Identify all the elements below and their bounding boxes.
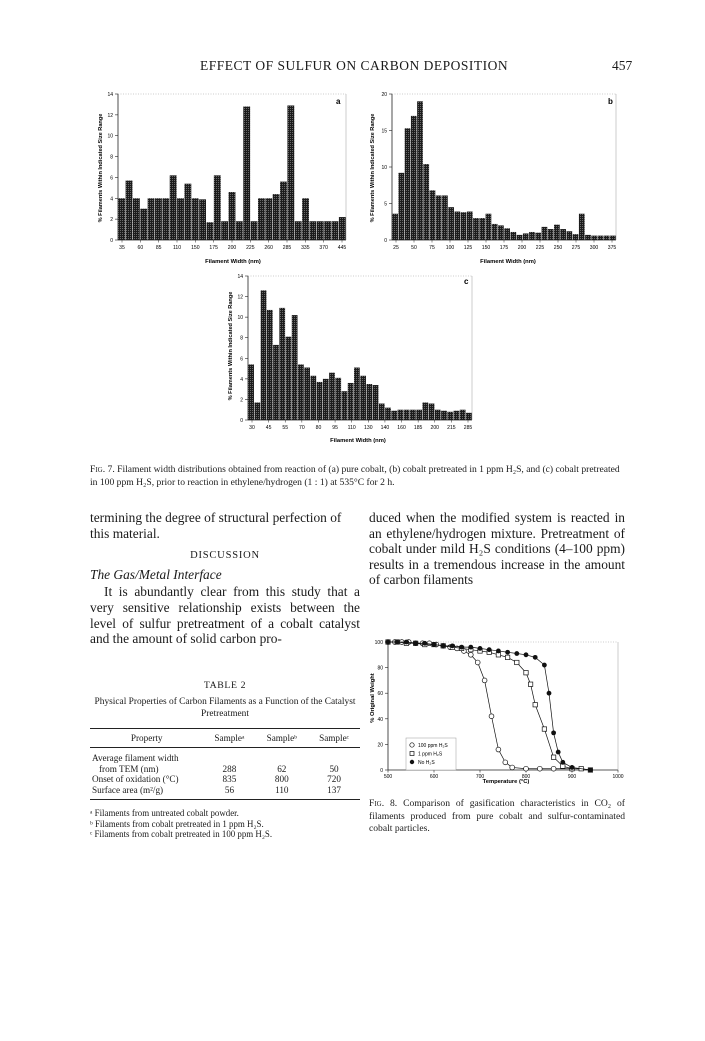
data-point-filled-circle [560, 760, 565, 765]
x-tick-label: 80 [315, 425, 322, 431]
fig7-panel-b-chart [358, 80, 630, 270]
fig7-caption-text: Filament width distributions obtained from reaction of (a) pure cobalt, (b) cobalt pretreated in 1 ppm H₂S, and (c) cobalt pretreated in 100 ppm H₂S, prior to reaction in ethylene/hydrogen (1 : 1) at 535°C for 2 h. [90, 464, 620, 488]
data-point-open-square [528, 682, 532, 686]
histogram-bar [610, 236, 616, 240]
histogram-bar [310, 376, 316, 420]
running-title: EFFECT OF SULFUR ON CARBON DEPOSITION [200, 58, 509, 73]
properties-table [90, 728, 360, 800]
right-paragraph-1: duced when the modified system is reacted in an ethylene/hydrogen mixture. Pretreatment of cobalt under mild H₂S conditions (4–100 ppm) results in a tremendous increase in the amount of carbon filaments [369, 510, 625, 588]
data-point-open-square [515, 660, 519, 664]
histogram-bar [492, 224, 498, 240]
x-tick-label: 200 [227, 245, 237, 251]
data-point-open-square [524, 671, 528, 675]
fig8-caption-text: Comparison of gasification characteristics in CO₂ of filaments produced from pure cobalt and sulfur-contaminated cobalt particles. [369, 798, 626, 834]
histogram-bar [354, 368, 360, 420]
cell-label: Average filament width [92, 753, 179, 763]
x-tick-label: 250 [553, 245, 563, 251]
histogram-bar [554, 225, 560, 240]
x-tick-label: 55 [282, 425, 289, 431]
data-point-filled-circle [570, 765, 575, 770]
y-tick-label: 15 [381, 128, 387, 135]
histogram-bar [324, 221, 331, 240]
y-tick-label: 12 [237, 294, 243, 301]
fig8-caption-label: Fig. 8. [369, 798, 398, 809]
legend-entry-1ppm: 1 ppm H₂S [418, 751, 443, 758]
x-tick-label: 25 [393, 245, 399, 251]
histogram-bar [258, 198, 265, 240]
data-point-filled-circle [441, 643, 446, 648]
x-tick-label: 375 [607, 245, 617, 251]
histogram-bar [184, 184, 191, 240]
histogram-bar [207, 222, 214, 240]
histogram-bar [140, 209, 147, 240]
header-sample-b: Sampleᵇ [256, 729, 309, 748]
x-tick-label: 600 [429, 774, 439, 780]
histogram-bar [317, 382, 323, 420]
histogram-bar [442, 195, 448, 240]
fig8-chart [366, 630, 628, 790]
y-tick-label: 20 [381, 92, 387, 98]
y-tick-label: 0 [380, 768, 383, 774]
histogram-bar [548, 229, 554, 240]
data-point-filled-circle [432, 642, 437, 647]
histogram-bar [423, 164, 429, 240]
histogram-bar [243, 107, 250, 240]
histogram-bar [529, 232, 535, 240]
x-tick-label: 30 [249, 425, 255, 431]
data-point-filled-circle [505, 650, 510, 655]
histogram-bar [229, 192, 236, 240]
histogram-bar [254, 403, 260, 420]
histogram-bar [126, 181, 133, 240]
x-tick-label: 60 [137, 245, 144, 251]
y-tick-label: 0 [110, 238, 113, 244]
histogram-bar [566, 231, 572, 240]
fig8-caption [369, 798, 625, 836]
y-tick-label: 2 [240, 397, 243, 404]
data-point-filled-circle [487, 647, 492, 652]
histogram-bar [441, 411, 447, 420]
x-tick-label: 1000 [612, 774, 624, 780]
data-point-open-circle [551, 766, 556, 771]
header-sample-a: Sampleᵃ [203, 729, 255, 748]
histogram-bar [542, 227, 548, 240]
data-point-open-square [542, 727, 546, 731]
y-tick-label: 10 [381, 165, 387, 171]
histogram-bar [265, 198, 272, 240]
data-point-filled-circle [588, 768, 593, 773]
x-tick-label: 35 [119, 245, 125, 251]
histogram-bar [309, 221, 316, 240]
footnote-b: ᵇ Filaments from cobalt pretreated in 1 ppm H₂S. [90, 818, 264, 829]
x-tick-label: 700 [475, 774, 485, 780]
histogram-bar [410, 410, 416, 420]
data-point-filled-circle [413, 641, 418, 646]
histogram-bar [461, 212, 467, 240]
histogram-bar [486, 214, 492, 240]
data-point-filled-circle [551, 730, 556, 735]
fig8-legend [406, 738, 456, 770]
legend-entry-100ppm: 100 ppm H₂S [418, 743, 448, 749]
left-paragraph-2: It is abundantly clear from this study that a very sensitive relationship exists between the level of sulfur pretreatment of a cobalt catalyst and the amount of solid carbon pro- [90, 584, 360, 647]
table-label: TABLE 2 [203, 680, 247, 691]
histogram-bar [391, 411, 397, 420]
histogram-bar [360, 376, 366, 420]
fig7-caption-label: Fig. 7. [90, 464, 115, 475]
data-point-filled-circle [524, 652, 529, 657]
histogram-bar [236, 221, 243, 240]
data-point-filled-circle [542, 663, 547, 668]
data-point-filled-circle [395, 640, 400, 645]
histogram-bar [479, 218, 485, 240]
y-tick-label: 0 [384, 238, 387, 244]
subsection-heading: The Gas/Metal Interface [90, 566, 222, 582]
y-tick-label: 12 [107, 112, 113, 119]
histogram-bar [280, 182, 287, 240]
cell-value: 800 [274, 774, 289, 784]
histogram-bar [329, 373, 335, 420]
data-point-open-circle [482, 678, 487, 683]
fig7-caption [90, 464, 625, 489]
data-point-filled-circle [404, 640, 409, 645]
cell-label: from TEM (nm) [99, 763, 159, 774]
data-point-open-circle [537, 766, 542, 771]
data-point-filled-circle [533, 655, 538, 660]
x-tick-label: 225 [246, 245, 255, 251]
histogram-bar [398, 173, 404, 240]
histogram-bar [295, 221, 302, 240]
x-tick-label: 900 [567, 774, 577, 780]
histogram-bar [302, 198, 309, 240]
x-tick-label: 110 [347, 425, 356, 431]
running-header [0, 58, 705, 78]
histogram-bar [460, 410, 466, 420]
y-tick-label: 0 [240, 418, 243, 424]
histogram-bar [447, 412, 453, 420]
x-tick-label: 225 [535, 245, 545, 251]
x-tick-label: 285 [282, 245, 292, 251]
fig8-x-axis-label: Temperature (°C) [482, 779, 530, 785]
histogram-bar [429, 404, 435, 420]
x-tick-label: 140 [380, 425, 390, 431]
footnote-a: ᵃ Filaments from untreated cobalt powder. [90, 808, 239, 818]
data-point-filled-circle [459, 645, 464, 650]
histogram-bar [404, 410, 410, 420]
discussion-heading: DISCUSSION [190, 550, 260, 562]
x-tick-label: 175 [209, 245, 218, 251]
cell-value: 50 [329, 763, 339, 774]
legend-marker-filled-circle [410, 760, 414, 764]
x-tick-label: 370 [319, 245, 328, 251]
histogram-bar [148, 198, 155, 240]
histogram-bar [221, 221, 228, 240]
histogram-bar [604, 236, 610, 240]
x-tick-label: 500 [383, 774, 393, 780]
x-tick-label: 130 [364, 425, 373, 431]
histogram-bar [273, 345, 279, 420]
y-tick-label: 6 [110, 175, 113, 182]
y-axis-label-b: % Filaments Within Indicated Size Range [370, 113, 376, 223]
histogram-bar [430, 190, 436, 240]
data-point-filled-circle [422, 641, 427, 646]
histogram-bar [298, 364, 304, 420]
cell-value: 56 [224, 784, 235, 795]
cell-value: 137 [327, 784, 341, 795]
legend-marker-open-square [410, 752, 414, 756]
histogram-bar [392, 214, 398, 240]
data-point-filled-circle [514, 651, 519, 656]
x-tick-label: 215 [447, 425, 456, 431]
data-point-open-circle [475, 660, 480, 665]
x-tick-label: 200 [430, 425, 440, 431]
histogram-bar [585, 235, 591, 240]
y-tick-label: 2 [110, 217, 113, 224]
right-column [369, 510, 625, 588]
x-tick-label: 70 [299, 425, 305, 431]
histogram-bar [411, 116, 417, 240]
data-point-open-circle [468, 652, 473, 657]
y-tick-label: 5 [384, 201, 387, 208]
y-tick-label: 10 [107, 133, 113, 140]
x-tick-label: 95 [332, 425, 338, 431]
x-tick-label: 275 [571, 245, 581, 251]
y-tick-label: 10 [237, 315, 243, 322]
left-column [90, 510, 360, 647]
table-row [90, 785, 360, 800]
data-point-filled-circle [386, 640, 391, 645]
data-point-filled-circle [556, 750, 561, 755]
histogram-bar [118, 198, 125, 240]
x-tick-label: 175 [499, 245, 509, 251]
x-tick-label: 85 [155, 245, 162, 251]
cell-value: 835 [222, 774, 237, 784]
x-tick-label: 45 [265, 425, 272, 431]
x-tick-label: 160 [397, 425, 406, 431]
histogram-bar [317, 221, 324, 240]
histogram-bar [504, 228, 510, 240]
histogram-bar [332, 221, 339, 240]
histogram-bar [398, 410, 404, 420]
histogram-bar [177, 198, 184, 240]
y-axis-label-c: % Filaments Within Indicated Size Range [228, 291, 234, 401]
data-point-open-square [505, 655, 509, 659]
table-footnotes [90, 808, 360, 840]
histogram-bar [435, 410, 441, 420]
histogram-bar [416, 410, 422, 420]
x-tick-label: 300 [589, 245, 599, 251]
data-point-open-circle [427, 641, 432, 646]
histogram-bar [579, 214, 585, 240]
histogram-bar [591, 236, 597, 240]
histogram-bar [251, 221, 258, 240]
data-point-open-circle [524, 766, 529, 771]
histogram-bar [261, 290, 267, 420]
cell-value: 110 [275, 784, 289, 795]
x-tick-label: 110 [172, 245, 182, 251]
histogram-bar [155, 198, 162, 240]
histogram-bar [467, 212, 473, 240]
histogram-bar [473, 218, 479, 240]
histogram-bar [498, 225, 504, 240]
histogram-bar [323, 379, 329, 420]
y-tick-label: 40 [377, 716, 383, 723]
x-tick-label: 260 [264, 245, 273, 251]
histogram-bar [339, 217, 346, 240]
histogram-bar [379, 404, 385, 420]
x-tick-label: 75 [429, 245, 435, 251]
histogram-bar [510, 232, 516, 240]
data-point-open-circle [496, 747, 501, 752]
x-tick-label: 100 [445, 245, 455, 251]
panel-label-b: b [608, 97, 613, 106]
x-tick-label: 185 [413, 425, 423, 431]
histogram-bar [373, 385, 379, 420]
data-point-open-square [533, 703, 537, 707]
x-tick-label: 800 [521, 774, 531, 780]
cell-label: Onset of oxidation (°C) [92, 774, 179, 784]
data-point-open-circle [489, 714, 494, 719]
histogram-bar [192, 198, 199, 240]
x-tick-label: 445 [337, 245, 347, 251]
histogram-bar [422, 403, 428, 420]
histogram-bar [385, 408, 391, 420]
data-point-open-square [551, 755, 555, 759]
histogram-bar [366, 384, 372, 420]
table-caption: Physical Properties of Carbon Filaments as a Function of the Catalyst Pretreatment [94, 697, 356, 719]
cell-value: 720 [327, 774, 341, 784]
histogram-bar [279, 308, 285, 420]
data-point-filled-circle [450, 643, 455, 648]
histogram-bar [466, 413, 472, 420]
histogram-bar [436, 195, 442, 240]
data-point-filled-circle [547, 691, 552, 696]
histogram-bar [286, 337, 292, 420]
fig8-y-axis-label: % Original Weight [370, 673, 376, 723]
y-tick-label: 14 [237, 274, 243, 280]
table-2 [90, 680, 360, 840]
y-axis-label-a: % Filaments Within Indicated Size Range [98, 113, 104, 223]
x-tick-label: 335 [301, 245, 310, 251]
histogram-bar [448, 207, 454, 240]
data-point-filled-circle [496, 649, 501, 654]
data-point-open-circle [510, 765, 515, 770]
y-tick-label: 8 [240, 335, 243, 342]
histogram-bar [273, 194, 280, 240]
footnote-c: ᶜ Filaments from cobalt pretreated in 100 ppm H₂S. [90, 829, 273, 839]
x-tick-label: 125 [463, 245, 473, 251]
histogram-bar [417, 101, 423, 240]
y-tick-label: 6 [240, 356, 243, 363]
table-row [90, 774, 360, 785]
histogram-bar [454, 411, 460, 420]
table-row [90, 764, 360, 775]
cell-value: 288 [222, 763, 237, 774]
histogram-bar [517, 235, 523, 240]
data-point-open-circle [503, 760, 508, 765]
histogram-bar [523, 233, 529, 240]
cell-value: 62 [277, 763, 287, 774]
table-row [90, 748, 360, 764]
cell-label: Surface area (m²/g) [92, 784, 164, 795]
fig7-panel-a-chart [88, 80, 360, 270]
histogram-bar [267, 310, 273, 420]
legend-entry-no-h2s: No H₂S [418, 760, 435, 766]
panel-label-c: c [464, 277, 469, 286]
x-tick-label: 50 [411, 245, 417, 251]
y-tick-label: 8 [110, 154, 113, 161]
left-paragraph-1: termining the degree of structural perfection of this material. [90, 510, 342, 541]
histogram-bar [535, 233, 541, 240]
x-axis-label-c: Filament Width (nm) [330, 438, 386, 444]
histogram-bar [342, 391, 348, 420]
histogram-bar [335, 378, 341, 420]
panel-label-a: a [336, 97, 341, 106]
histogram-bar [248, 364, 254, 420]
header-sample-c: Sampleᶜ [308, 729, 360, 748]
histogram-bar [170, 175, 177, 240]
data-point-filled-circle [468, 645, 473, 650]
x-tick-label: 200 [517, 245, 527, 251]
fig7-panel-c-chart [218, 268, 490, 450]
histogram-bar [573, 234, 579, 240]
y-tick-label: 100 [374, 640, 383, 646]
header-property: Property [90, 729, 203, 748]
x-tick-label: 285 [463, 425, 473, 431]
histogram-bar [405, 128, 411, 240]
y-tick-label: 4 [240, 376, 243, 383]
x-tick-label: 150 [191, 245, 200, 251]
legend-marker-open-circle [410, 743, 414, 747]
histogram-bar [598, 236, 604, 240]
histogram-bar [199, 199, 206, 240]
histogram-bar [560, 229, 566, 240]
histogram-bar [348, 383, 354, 420]
histogram-bar [292, 315, 298, 420]
histogram-bar [214, 175, 221, 240]
histogram-bar [133, 198, 140, 240]
y-tick-label: 14 [107, 92, 113, 98]
x-tick-label: 150 [481, 245, 491, 251]
y-tick-label: 60 [377, 691, 383, 698]
histogram-bar [162, 198, 169, 240]
page-number: 457 [612, 58, 633, 73]
x-axis-label-b: Filament Width (nm) [480, 259, 536, 265]
data-point-filled-circle [478, 646, 483, 651]
histogram-bar [304, 368, 310, 420]
table-header-row [90, 729, 360, 748]
y-tick-label: 4 [110, 196, 113, 203]
x-axis-label-a: Filament Width (nm) [205, 259, 261, 265]
histogram-bar [454, 212, 460, 240]
y-tick-label: 80 [377, 665, 383, 672]
histogram-bar [287, 105, 294, 240]
y-tick-label: 20 [377, 742, 383, 749]
